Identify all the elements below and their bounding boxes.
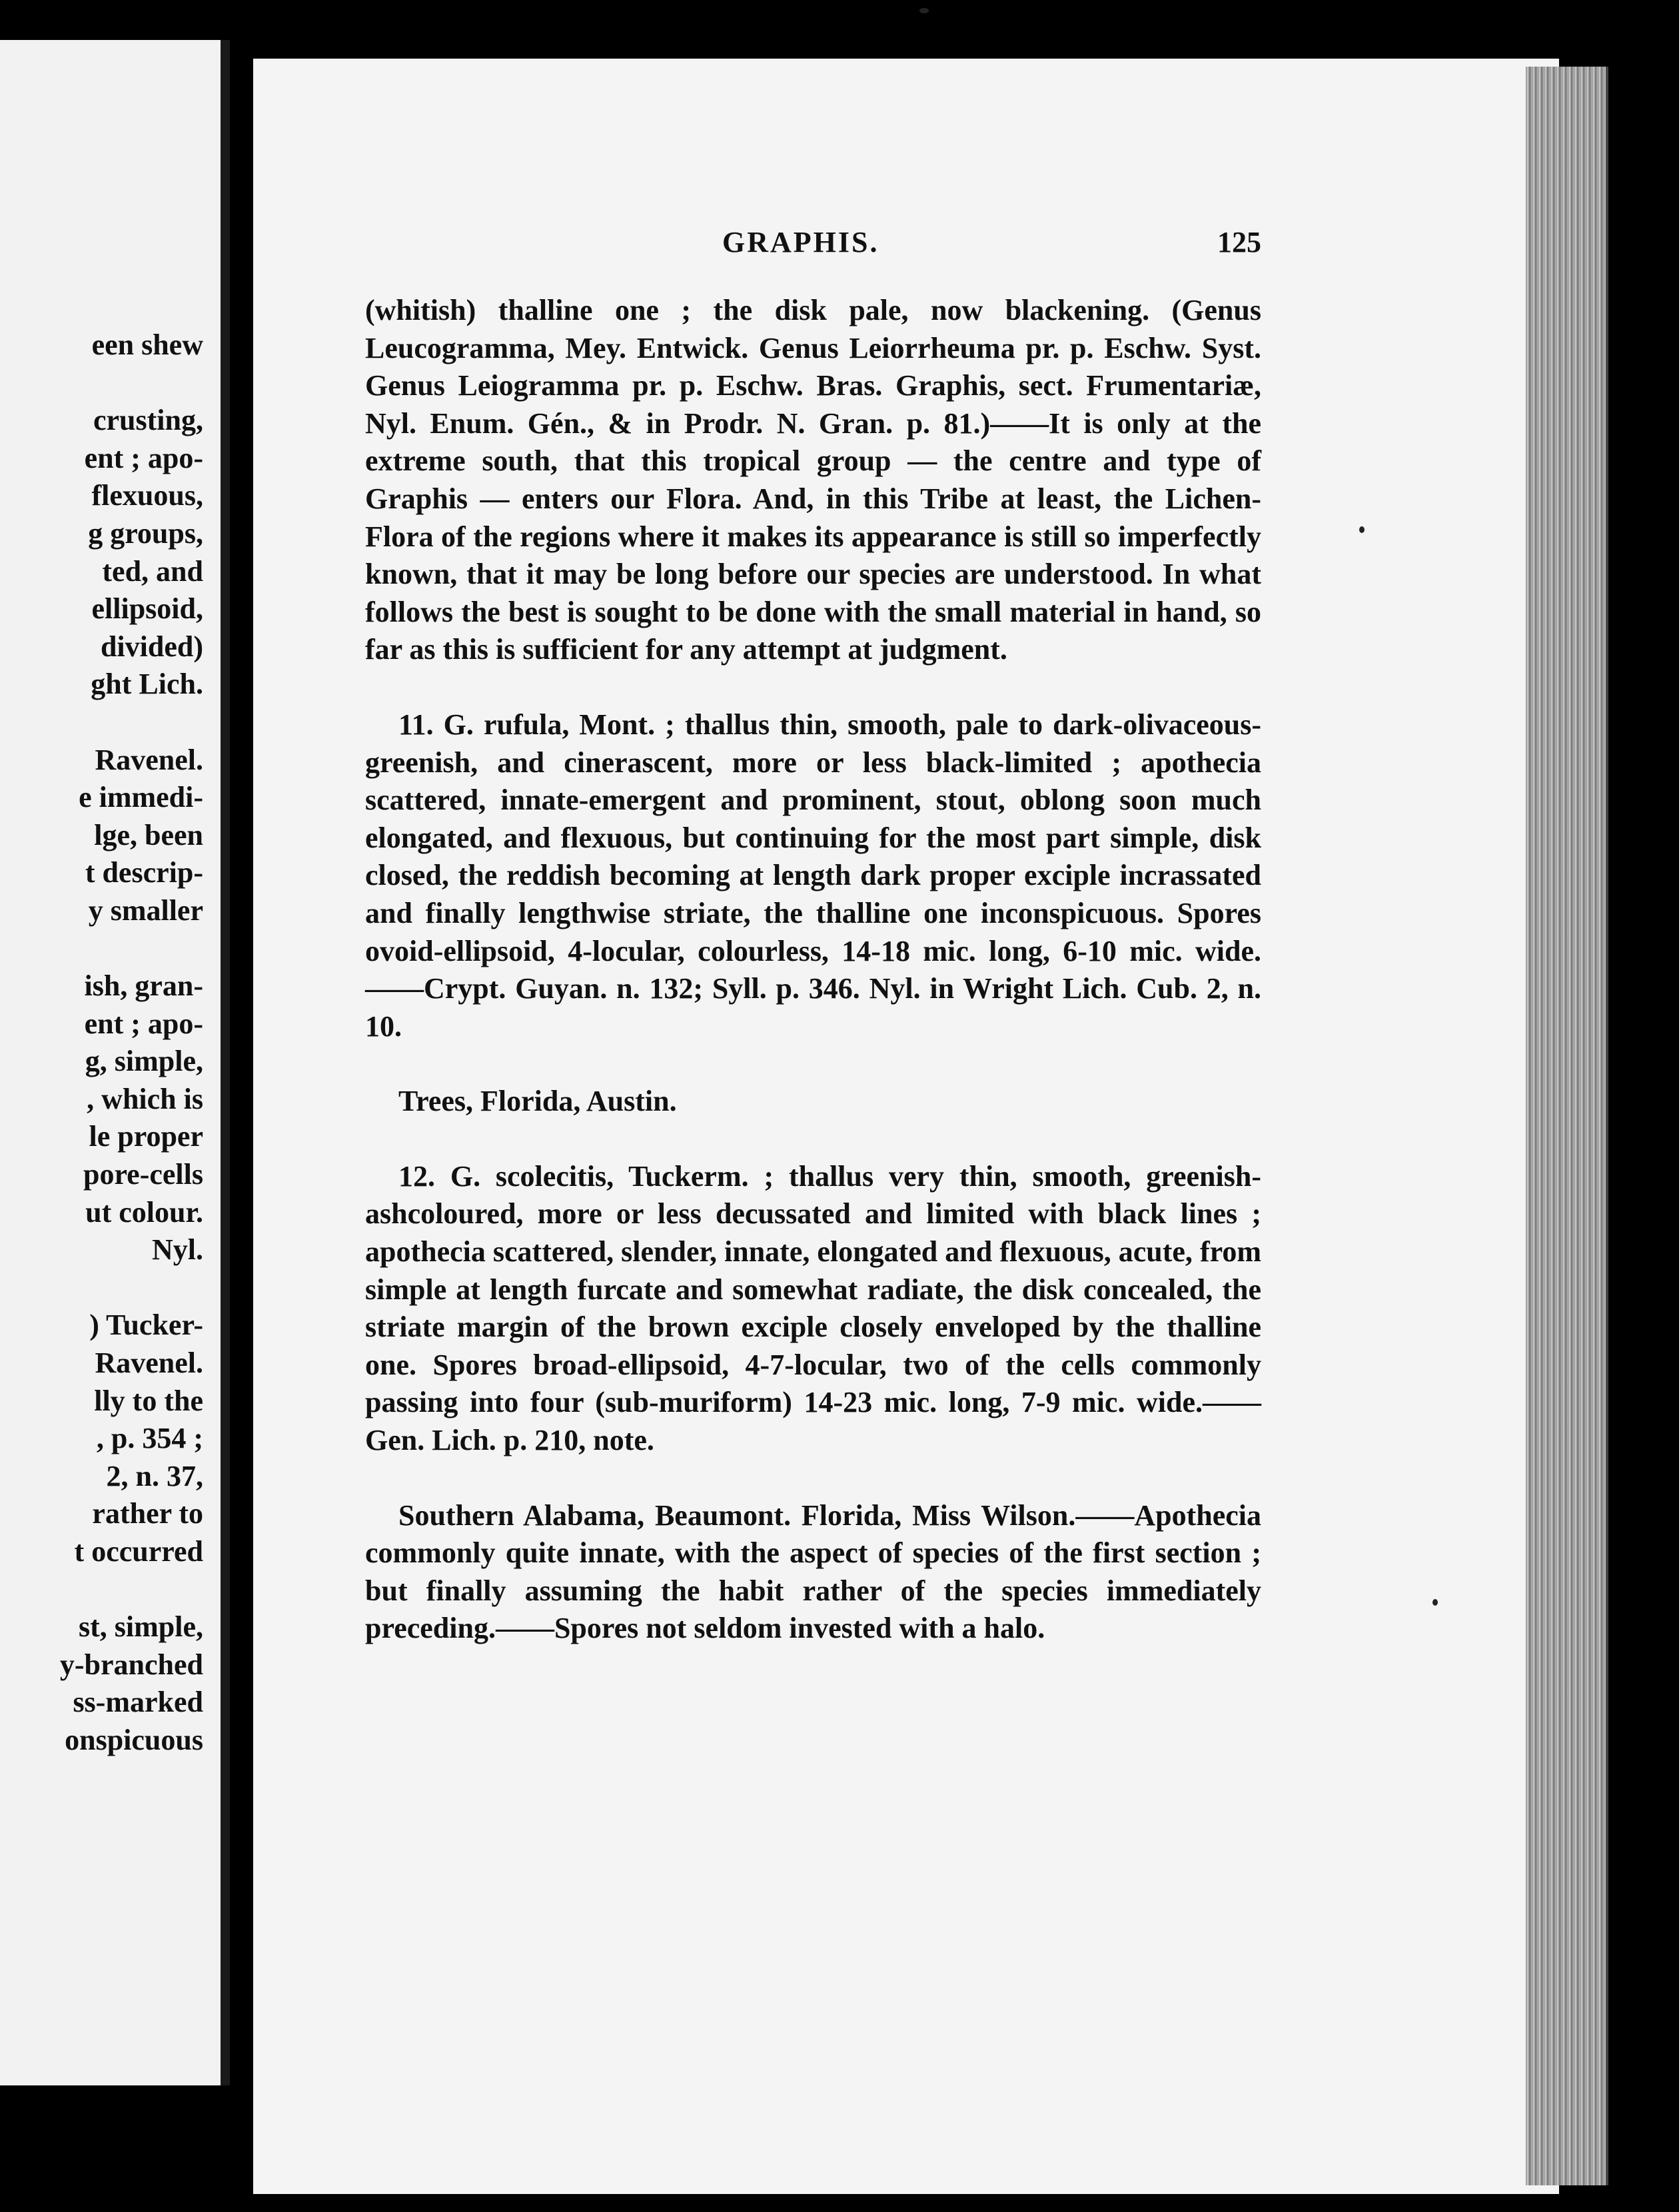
- facing-page-line: e immedi-: [79, 781, 203, 814]
- facing-page-line: le proper: [89, 1120, 203, 1153]
- gutter-shadow: [221, 40, 230, 2085]
- facing-page-line: ght Lich.: [91, 668, 203, 701]
- facing-page-line: y-branched: [59, 1648, 203, 1681]
- facing-page-line: ss-marked: [73, 1686, 203, 1719]
- speck: [1359, 526, 1365, 533]
- facing-page-line: lge, been: [94, 818, 203, 851]
- facing-page-line: , which is: [87, 1082, 203, 1115]
- facing-page-text: [60, 326, 203, 1760]
- intro-paragraph: (whitish) thalline one ; the disk pale, now blackening. (Genus Leucogramma, Mey. Entwick. Genus Leiorrheuma pr. p. Eschw. Syst. Genus Leiogramma pr. p. Eschw. Bras. Graphis, sect. Frumentariæ, Nyl. Enum. Gén., & in Prodr. N. Gran. p. 81.)——It is only at the extreme south, that this tropical group — the centre and type of Graphis — enters our Flora. And, in this Tribe at least, the Lichen-Flora of the regions where it makes its appearance is still so imperfectly known, that it may be long before our species are understood. In what follows the best is sought to be done with the small material in hand, so far as this is sufficient for any attempt at judgment.: [365, 294, 1261, 666]
- page-header: [365, 225, 1261, 265]
- page-body: [365, 292, 1261, 1648]
- facing-page-line: Nyl.: [152, 1233, 203, 1267]
- speck: [1432, 1599, 1438, 1606]
- locality-12: Southern Alabama, Beaumont. Florida, Miss Wilson.——Apothecia commonly quite innate, with the aspect of species of the first section ; but finally assuming the habit rather of the species immediately preceding.——Spores not seldom invested with a halo.: [365, 1498, 1261, 1645]
- facing-page-line: [60, 930, 203, 968]
- facing-page-line: ted, and: [102, 554, 203, 588]
- running-head: GRAPHIS.: [722, 226, 879, 259]
- facing-page-line: ) Tucker-: [89, 1309, 203, 1342]
- facing-page-line: t descrip-: [85, 856, 203, 889]
- facing-page-line: Ravenel.: [95, 743, 203, 776]
- facing-page-line: onspicuous: [65, 1723, 203, 1756]
- facing-page-line: ish, gran-: [84, 969, 203, 1003]
- page-edges: [1526, 67, 1608, 2185]
- facing-page-line: een shew: [91, 328, 203, 361]
- facing-page-line: t occurred: [74, 1535, 203, 1568]
- facing-page-line: divided): [100, 630, 203, 663]
- speck: [919, 8, 929, 13]
- facing-page-line: st, simple,: [79, 1610, 203, 1644]
- species-entry-12: 12. G. scolecitis, Tuckerm. ; thallus very thin, smooth, greenish-ashcoloured, more or less decussated and limited with black lines ; apothecia scattered, slender, innate, elongated and flexuous, acute, from simple at length furcate and somewhat radiate, the disk concealed, the striate margin of the brown exciple closely enveloped by the thalline one. Spores broad-ellipsoid, 4-7-locular, two of the cells commonly passing into four (sub-muriform) 14-23 mic. long, 7-9 mic. wide.——Gen. Lich. p. 210, note.: [365, 1159, 1261, 1457]
- facing-page-line: ent ; apo-: [84, 1007, 203, 1040]
- facing-page-left: [0, 40, 230, 2085]
- facing-page-line: 2, n. 37,: [106, 1459, 203, 1492]
- facing-page-line: ut colour.: [85, 1195, 203, 1229]
- facing-page-line: Ravenel.: [95, 1347, 203, 1380]
- facing-page-line: flexuous,: [91, 479, 203, 512]
- facing-page-line: ellipsoid,: [91, 592, 203, 626]
- facing-page-line: g groups,: [88, 516, 203, 550]
- facing-page-line: [60, 1269, 203, 1307]
- facing-page-line: ent ; apo-: [84, 441, 203, 474]
- page-number: 125: [1217, 226, 1261, 259]
- facing-page-line: [60, 704, 203, 742]
- facing-page-line: crusting,: [93, 404, 203, 437]
- facing-page-line: rather to: [92, 1497, 203, 1530]
- facing-page-line: pore-cells: [83, 1158, 203, 1191]
- facing-page-line: g, simple,: [85, 1045, 203, 1078]
- facing-page-line: lly to the: [94, 1384, 203, 1417]
- facing-page-line: y smaller: [88, 893, 203, 927]
- facing-page-line: , p. 354 ;: [96, 1422, 203, 1455]
- facing-page-line: [60, 1571, 203, 1609]
- facing-page-line: [60, 364, 203, 402]
- locality-11: Trees, Florida, Austin.: [398, 1085, 677, 1118]
- species-entry-11: 11. G. rufula, Mont. ; thallus thin, smooth, pale to dark-olivaceous-greenish, and cinerascent, more or less black-limited ; apothecia scattered, innate-emergent and prominent, stout, oblong soon much elongated, and flexuous, but continuing for the most part simple, disk closed, the reddish becoming at length dark proper exciple incrassated and finally lengthwise striate, the thalline one inconspicuous. Spores ovoid-ellipsoid, 4-locular, colourless, 14-18 mic. long, 6-10 mic. wide.——Crypt. Guyan. n. 132; Syll. p. 346. Nyl. in Wright Lich. Cub. 2, n. 10.: [365, 708, 1261, 1043]
